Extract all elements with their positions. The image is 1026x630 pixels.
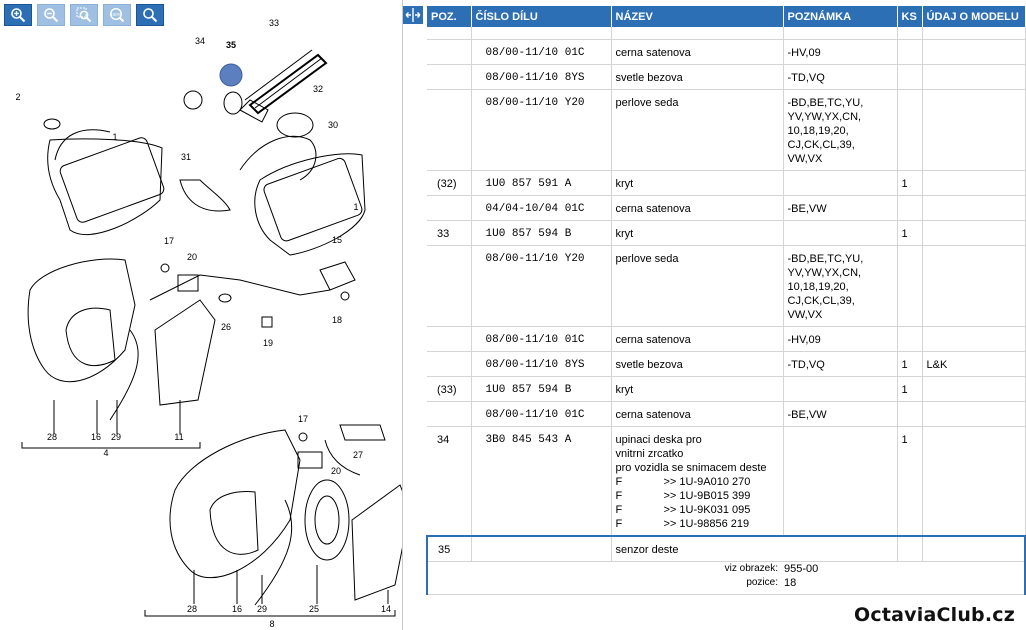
diagram-label[interactable]: 16 bbox=[231, 604, 243, 614]
mount-cover bbox=[277, 113, 313, 137]
selected-row[interactable] bbox=[427, 536, 1025, 562]
diagram-label[interactable]: 30 bbox=[327, 120, 339, 130]
cell-cislo bbox=[471, 536, 611, 562]
zoom-in-button[interactable] bbox=[4, 4, 32, 26]
zoom-in-icon bbox=[10, 7, 26, 23]
cell-poznamka: -BE,VW bbox=[783, 195, 897, 220]
cell-poznamka: -HV,09 bbox=[783, 39, 897, 64]
connector-20b bbox=[298, 452, 322, 468]
diagram-label[interactable]: 17 bbox=[163, 236, 175, 246]
cell-cislo: 04/04-10/04 01C bbox=[471, 195, 611, 220]
cell-cislo: 08/00-11/10 01C bbox=[471, 326, 611, 351]
mirror-glass bbox=[59, 136, 166, 224]
diagram-label[interactable]: 2 bbox=[15, 92, 21, 102]
table-row[interactable] bbox=[427, 401, 1025, 426]
table-row[interactable] bbox=[427, 426, 1025, 536]
table-row[interactable] bbox=[427, 89, 1025, 170]
subitem bbox=[616, 503, 779, 517]
cell-poznamka bbox=[783, 245, 897, 326]
viz-label: viz obrazek: bbox=[724, 562, 778, 574]
cell-udaj bbox=[922, 39, 1025, 64]
diagram-label[interactable]: 33 bbox=[268, 18, 280, 28]
cell-cislo: 08/00-11/10 8YS bbox=[471, 351, 611, 376]
cell-cislo: 08/00-11/10 Y20 bbox=[471, 245, 611, 326]
cell-poz bbox=[427, 326, 471, 351]
motor-25 bbox=[305, 480, 349, 560]
cell-ks: 1 bbox=[897, 376, 922, 401]
table-row[interactable] bbox=[427, 245, 1025, 326]
mirror-housing bbox=[48, 139, 162, 235]
group-bracket-4 bbox=[22, 442, 200, 448]
cell-ks bbox=[897, 326, 922, 351]
glass-11 bbox=[155, 300, 215, 405]
cell-cislo: 1U0 857 594 B bbox=[471, 220, 611, 245]
cell-ks bbox=[897, 401, 922, 426]
viz-line bbox=[616, 562, 1020, 576]
cell-poz: 33 bbox=[427, 220, 471, 245]
cell-poz: (32) bbox=[427, 170, 471, 195]
cell-ks bbox=[897, 195, 922, 220]
diagram-label[interactable]: 27 bbox=[352, 450, 364, 460]
cell-udaj bbox=[922, 426, 1025, 536]
zoom-area-button[interactable] bbox=[70, 4, 98, 26]
cell-udaj bbox=[922, 64, 1025, 89]
diagram-label[interactable]: 1 bbox=[112, 132, 118, 142]
cell-line: -BD,BE,TC,YU, bbox=[787, 96, 864, 109]
cell-ks bbox=[897, 89, 922, 170]
col-header-nazev[interactable]: NÁZEV bbox=[611, 6, 783, 27]
cell-line: vnitrni zrcatko bbox=[615, 447, 684, 460]
diagram-label[interactable]: 16 bbox=[90, 432, 102, 442]
subitem bbox=[616, 517, 779, 531]
screw-17 bbox=[161, 264, 169, 272]
ext-mirror-inner bbox=[66, 308, 115, 365]
diagram-labels bbox=[15, 18, 391, 629]
panel-splitter[interactable] bbox=[402, 0, 425, 630]
cell-ks bbox=[897, 536, 922, 562]
cell-poznamka: -HV,09 bbox=[783, 326, 897, 351]
splitter-button[interactable] bbox=[403, 6, 423, 24]
cell-cislo: 1U0 857 591 A bbox=[471, 170, 611, 195]
diagram-label[interactable]: 32 bbox=[312, 84, 324, 94]
cell-cislo: 1U0 857 594 B bbox=[471, 376, 611, 401]
motor-15 bbox=[320, 262, 355, 290]
cell-line: pro vozidla se snimacem deste bbox=[615, 461, 767, 474]
cell-poz bbox=[427, 401, 471, 426]
cell-nazev: svetle bezova bbox=[611, 64, 783, 89]
cell-line: CJ,CK,CL,39, bbox=[787, 294, 855, 307]
diagram-label[interactable]: 15 bbox=[331, 235, 343, 245]
part-18 bbox=[341, 292, 349, 300]
cell-poznamka bbox=[783, 376, 897, 401]
cover-31 bbox=[180, 180, 230, 211]
part-19 bbox=[262, 317, 272, 327]
part-26 bbox=[219, 294, 231, 302]
subitem-value: >> 1U-9B015 399 bbox=[663, 489, 751, 502]
subitem-key: F bbox=[615, 503, 623, 516]
cell-cislo: 3B0 845 543 A bbox=[471, 426, 611, 536]
diagram-label[interactable]: 31 bbox=[180, 152, 192, 162]
diagram-label[interactable]: 34 bbox=[194, 36, 206, 46]
cell-poznamka bbox=[783, 426, 897, 536]
screw-17b bbox=[299, 433, 307, 441]
cell-udaj bbox=[922, 245, 1025, 326]
cell-poznamka bbox=[783, 170, 897, 195]
subitem-value: >> 1U-9A010 270 bbox=[663, 475, 751, 488]
cell-udaj bbox=[922, 536, 1025, 562]
cell-line: YV,YW,YX,CN, bbox=[787, 266, 862, 279]
pozice-label: pozice: bbox=[746, 576, 778, 588]
connector-27 bbox=[340, 425, 385, 440]
diagram-label[interactable]: 19 bbox=[262, 338, 274, 348]
cell-line: upinaci deska pro bbox=[615, 433, 702, 446]
cell-nazev: cerna satenova bbox=[611, 195, 783, 220]
cell-poz bbox=[427, 245, 471, 326]
resize-arrows-icon bbox=[405, 8, 421, 22]
col-header-cislo[interactable]: ČÍSLO DÍLU bbox=[471, 6, 611, 27]
table-row[interactable] bbox=[427, 64, 1025, 89]
cell-udaj bbox=[922, 220, 1025, 245]
cell-nazev: kryt bbox=[611, 220, 783, 245]
cell-line: -BD,BE,TC,YU, bbox=[787, 252, 864, 265]
table-row[interactable] bbox=[427, 376, 1025, 401]
mirror-arm bbox=[55, 130, 110, 160]
zoom-out-button[interactable] bbox=[37, 4, 65, 26]
search-button[interactable] bbox=[136, 4, 164, 26]
group-bracket-8 bbox=[145, 610, 395, 616]
diagram-label[interactable]: 26 bbox=[220, 322, 232, 332]
viz-value[interactable]: 955-00 bbox=[784, 562, 819, 575]
table-row[interactable] bbox=[427, 351, 1025, 376]
zoom-fit-icon bbox=[109, 7, 125, 23]
cell-ks: 1 bbox=[897, 426, 922, 536]
table-spacer bbox=[427, 27, 1025, 39]
cell-nazev: cerna satenova bbox=[611, 401, 783, 426]
subitem-key: F bbox=[615, 517, 623, 530]
pozice-line bbox=[616, 576, 1020, 590]
parts-table-panel bbox=[426, 6, 1024, 630]
col-header-udaj[interactable]: ÚDAJ O MODELU bbox=[922, 6, 1025, 27]
clip-34 bbox=[184, 91, 202, 109]
mount-bracket bbox=[240, 136, 316, 180]
cell-poz bbox=[427, 195, 471, 220]
diagram-label[interactable]: 20 bbox=[186, 252, 198, 262]
diagram-label[interactable]: 14 bbox=[380, 604, 392, 614]
ext-mirror2-inner bbox=[210, 492, 258, 555]
mirror-glass-2 bbox=[262, 157, 363, 243]
cell-poznamka bbox=[783, 220, 897, 245]
cell-poznamka: -BE,VW bbox=[783, 401, 897, 426]
cell-nazev bbox=[611, 426, 783, 536]
trim-29b bbox=[255, 500, 292, 605]
cell-nazev bbox=[611, 536, 897, 562]
selected-name: senzor deste bbox=[615, 543, 679, 556]
motor-25-inner bbox=[315, 496, 339, 544]
cell-poz: 35 bbox=[427, 536, 471, 562]
diagram-label[interactable]: 25 bbox=[308, 604, 320, 614]
wiring bbox=[150, 275, 330, 300]
selected-row-detail bbox=[427, 561, 1025, 594]
col-header-poz[interactable]: POZ. bbox=[427, 6, 471, 27]
cell-poz: 34 bbox=[427, 426, 471, 536]
diagram-label[interactable]: 8 bbox=[269, 619, 275, 629]
cell-udaj bbox=[922, 376, 1025, 401]
table-row[interactable] bbox=[427, 326, 1025, 351]
cell-nazev: svetle bezova bbox=[611, 351, 783, 376]
cell-cislo: 08/00-11/10 01C bbox=[471, 39, 611, 64]
subitem-value: >> 1U-9K031 095 bbox=[663, 503, 751, 516]
cell-line: YV,YW,YX,CN, bbox=[787, 110, 862, 123]
diagram-label[interactable]: 28 bbox=[46, 432, 58, 442]
parts-table bbox=[426, 6, 1026, 595]
pozice-value[interactable]: 18 bbox=[784, 576, 797, 589]
diagram-label[interactable]: 29 bbox=[110, 432, 122, 442]
cell-line: 10,18,19,20, bbox=[787, 124, 849, 137]
screw-2 bbox=[44, 119, 60, 129]
zoom-fit-label: 100% bbox=[110, 11, 122, 17]
cell-line: VW,VX bbox=[787, 152, 823, 165]
cell-nazev: perlove seda bbox=[611, 89, 783, 170]
cell-poz bbox=[427, 64, 471, 89]
ext-mirror-housing bbox=[28, 259, 135, 382]
diagram-label[interactable]: 18 bbox=[331, 315, 343, 325]
diagram-label[interactable]: 1 bbox=[353, 202, 359, 212]
diagram-panel bbox=[0, 0, 402, 630]
cell-nazev: cerna satenova bbox=[611, 39, 783, 64]
table-row[interactable] bbox=[427, 39, 1025, 64]
diagram-label[interactable]: 28 bbox=[186, 604, 198, 614]
highlight-marker[interactable] bbox=[220, 64, 242, 86]
cell-cislo: 08/00-11/10 8YS bbox=[471, 64, 611, 89]
cell-line: CJ,CK,CL,39, bbox=[787, 138, 855, 151]
cell-udaj: L&K bbox=[922, 351, 1025, 376]
cell-poz bbox=[427, 351, 471, 376]
diagram-label[interactable]: 11 bbox=[174, 432, 184, 442]
cell-ks: 1 bbox=[897, 351, 922, 376]
cell-poznamka: -TD,VQ bbox=[783, 351, 897, 376]
cell-udaj bbox=[922, 170, 1025, 195]
col-header-poznamka[interactable]: POZNÁMKA bbox=[783, 6, 897, 27]
diagram-label[interactable]: 4 bbox=[103, 448, 109, 458]
table-row[interactable] bbox=[427, 220, 1025, 245]
trim-29 bbox=[110, 330, 138, 420]
cell-udaj bbox=[922, 89, 1025, 170]
cell-cislo: 08/00-11/10 01C bbox=[471, 401, 611, 426]
cell-nazev: kryt bbox=[611, 170, 783, 195]
col-header-ks[interactable]: KS bbox=[897, 6, 922, 27]
cell-nazev: cerna satenova bbox=[611, 326, 783, 351]
ext-mirror2-housing bbox=[170, 430, 300, 578]
cell-poznamka: -TD,VQ bbox=[783, 64, 897, 89]
subitem bbox=[616, 475, 779, 489]
cell-poz bbox=[427, 39, 471, 64]
diagram-label[interactable]: 17 bbox=[297, 414, 309, 424]
parts-diagram[interactable] bbox=[0, 18, 402, 630]
diagram-toolbar bbox=[4, 4, 164, 26]
diagram-label[interactable]: 20 bbox=[330, 466, 342, 476]
subitem bbox=[616, 489, 779, 503]
cell-ks bbox=[897, 64, 922, 89]
cell-poz bbox=[427, 89, 471, 170]
subitem-value: >> 1U-98856 219 bbox=[663, 517, 750, 530]
sensor-35 bbox=[224, 92, 242, 114]
cell-cislo: 08/00-11/10 Y20 bbox=[471, 89, 611, 170]
search-icon bbox=[142, 7, 158, 23]
watermark: OctaviaClub.cz bbox=[851, 604, 1018, 626]
zoom-fit-button[interactable] bbox=[103, 4, 131, 26]
zoom-area-icon bbox=[76, 7, 92, 23]
table-row[interactable] bbox=[427, 170, 1025, 195]
table-row[interactable] bbox=[427, 195, 1025, 220]
subitem-key: F bbox=[615, 489, 623, 502]
cell-poz: (33) bbox=[427, 376, 471, 401]
cell-line: 10,18,19,20, bbox=[787, 280, 849, 293]
cell-nazev: kryt bbox=[611, 376, 783, 401]
diagram-label[interactable]: 29 bbox=[256, 604, 268, 614]
cell-nazev: perlove seda bbox=[611, 245, 783, 326]
cell-ks bbox=[897, 245, 922, 326]
cell-poznamka bbox=[783, 89, 897, 170]
cell-ks: 1 bbox=[897, 220, 922, 245]
cell-ks bbox=[897, 39, 922, 64]
diagram-label[interactable]: 35 bbox=[225, 40, 237, 50]
cell-ks: 1 bbox=[897, 170, 922, 195]
cell-udaj bbox=[922, 195, 1025, 220]
cell-udaj bbox=[922, 401, 1025, 426]
cell-udaj bbox=[922, 326, 1025, 351]
cell-line: VW,VX bbox=[787, 308, 823, 321]
subitem-key: F bbox=[615, 475, 623, 488]
table-header bbox=[427, 6, 1025, 27]
zoom-out-icon bbox=[43, 7, 59, 23]
